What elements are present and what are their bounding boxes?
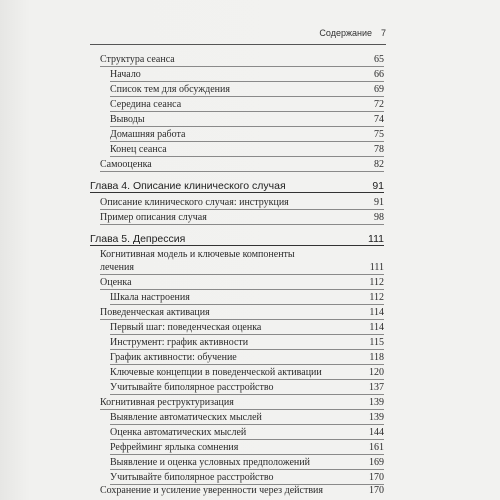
toc-entry-page: 82 [374,159,384,170]
toc-entry-page: 65 [374,54,384,65]
header-title: Содержание [319,28,372,38]
toc-rule [100,66,384,67]
toc-entry [110,291,384,305]
toc-rule [110,349,384,350]
toc-entry [110,441,384,455]
toc-entry-page: 169 [369,457,384,468]
toc-entry-page: 66 [374,69,384,80]
toc-entry-label: Учитывайте биполярное расстройство [110,472,274,483]
toc-entry-page: 120 [369,367,384,378]
toc-entry [100,158,384,172]
toc-rule [110,81,384,82]
toc-entry-page: 115 [369,337,384,348]
toc-rule [110,156,384,157]
toc-rule [90,245,384,246]
toc-entry [100,261,384,275]
toc-entry-label: Учитывайте биполярное расстройство [110,382,274,393]
toc-entry-page: 74 [374,114,384,125]
toc-entry-page: 112 [369,277,384,288]
toc-rule [100,274,384,275]
toc-entry-page: 161 [369,442,384,453]
toc-entry-label: Когнитивная реструктуризация [100,397,234,408]
toc-entry-label: График активности: обучение [110,352,237,363]
toc-entry [110,381,384,395]
toc-rule [100,289,384,290]
toc-rule [100,409,384,410]
toc-entry [110,471,384,485]
toc-entry-page: 69 [374,84,384,95]
toc-entry-label: Описание клинического случая: инструкция [100,197,289,208]
toc-entry-label: Список тем для обсуждения [110,84,230,95]
toc-entry-page: 118 [369,352,384,363]
toc-entry [110,351,384,365]
toc-chapter-page: 91 [372,180,384,192]
toc-entry [110,83,384,97]
toc-rule [110,111,384,112]
toc-entry-label: Структура сеанса [100,54,175,65]
toc-entry-label: Середина сеанса [110,99,182,110]
toc-entry-page: 91 [374,197,384,208]
toc-entry-page: 111 [369,262,384,273]
toc-rule [110,439,384,440]
toc-entry [110,336,384,350]
toc-entry-label: Рефрейминг ярлыка сомнения [110,442,239,453]
toc-entry-page: 114 [369,307,384,318]
toc-entry-label: Конец сеанса [110,144,167,155]
toc-rule [110,334,384,335]
toc-chapter-label: Глава 4. Описание клинического случая [90,180,286,192]
toc-entry-label: Самооценка [100,159,152,170]
toc-rule [110,379,384,380]
toc-rule [110,304,384,305]
toc-entry-page: 72 [374,99,384,110]
toc-chapter-label: Глава 5. Депрессия [90,233,186,245]
toc-entry-label: Поведенческая активация [100,307,210,318]
toc-entry-page: 139 [369,397,384,408]
toc-rule [100,224,384,225]
toc-entry [100,53,384,67]
toc-entry-page: 78 [374,144,384,155]
toc-rule [110,394,384,395]
toc-entry-label: лечения [100,262,134,273]
toc-entry-page: 137 [369,382,384,393]
toc-entry-label: Сохранение и усиление уверенности через действия [100,485,323,496]
toc-entry-page: 114 [369,322,384,333]
toc-entry [110,68,384,82]
toc-chapter [90,179,384,193]
toc-entry-label: Первый шаг: поведенческая оценка [110,322,262,333]
toc-rule [100,171,384,172]
toc-rule [110,141,384,142]
toc-chapter-page: 111 [368,233,384,245]
toc-rule [90,192,384,193]
toc-entry-label: Выявление автоматических мыслей [110,412,262,423]
toc-rule [110,126,384,127]
toc-entry-label: Пример описания случая [100,212,207,223]
toc-entry-label: Шкала настроения [110,292,190,303]
toc-entry [110,143,384,157]
toc-entry-page: 98 [374,212,384,223]
toc-entry-label: Оценка [100,277,132,288]
toc-entry [110,411,384,425]
toc-entry-label: Когнитивная модель и ключевые компоненты [100,249,295,260]
toc-entry [100,211,384,225]
toc-entry [100,396,384,410]
toc-rule [110,424,384,425]
toc-rule [100,209,384,210]
toc-entry [100,276,384,290]
toc-rule [100,319,384,320]
toc-rule [110,96,384,97]
toc-chapter [90,232,384,246]
header-page-number: 7 [380,28,386,38]
toc-entry [110,366,384,380]
toc-entry-page: 170 [369,485,384,496]
toc-entry-label: Выводы [110,114,145,125]
toc-entry [110,321,384,335]
toc-entry [100,484,384,498]
toc-entry-label: Домашняя работа [110,129,186,140]
toc-entry-label: Инструмент: график активности [110,337,249,348]
toc-entry-page: 139 [369,412,384,423]
toc-entry-label: Выявление и оценка условных предположений [110,457,310,468]
toc-entry-page: 112 [369,292,384,303]
toc-rule [110,454,384,455]
toc-entry [100,196,384,210]
toc-rule [110,364,384,365]
toc-entry [110,426,384,440]
toc-entry [100,306,384,320]
toc-entry [110,128,384,142]
toc-entry [110,98,384,112]
toc-entry-label: Оценка автоматических мыслей [110,427,247,438]
toc-entry-page: 144 [369,427,384,438]
toc-entry [110,113,384,127]
toc-entry-label: Ключевые концепции в поведенческой активации [110,367,322,378]
toc-rule [110,469,384,470]
toc-entry [110,456,384,470]
toc-entry-page: 75 [374,129,384,140]
toc-entry-page: 170 [369,472,384,483]
toc-entry-label: Начало [110,69,141,80]
toc-entry-wrapped-line [100,248,384,262]
